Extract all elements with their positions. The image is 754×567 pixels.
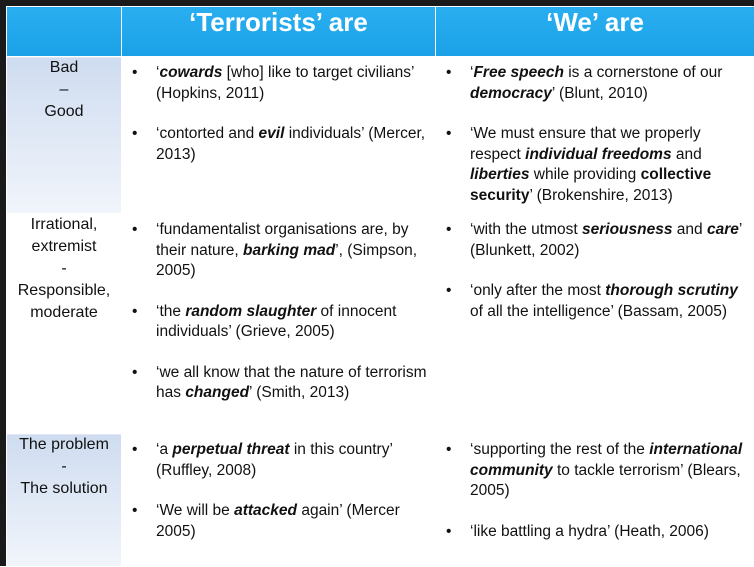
emphasis-text: seriousness bbox=[582, 221, 672, 238]
quote-list bbox=[122, 214, 435, 404]
emphasis-text: thorough scrutiny bbox=[605, 282, 738, 299]
plain-text: ‘we all know that the nature of terrorism has bbox=[156, 364, 427, 402]
plain-text: ’ (Blunt, 2010) bbox=[552, 85, 648, 102]
bullet-icon: • bbox=[132, 501, 152, 522]
bold-text: collective security bbox=[470, 166, 711, 204]
plain-text: is a cornerstone of our bbox=[564, 64, 723, 81]
bullet-icon: • bbox=[446, 440, 466, 461]
plain-text: of all the intelligence’ (Bassam, 2005) bbox=[470, 303, 727, 320]
quote-text bbox=[470, 282, 738, 320]
bullet-icon: • bbox=[132, 302, 152, 323]
emphasis-text: evil bbox=[259, 125, 285, 142]
header-row bbox=[7, 7, 754, 57]
quote-item bbox=[446, 124, 748, 206]
row-label-line: Responsible, bbox=[7, 280, 121, 302]
emphasis-text: random slaughter bbox=[185, 303, 316, 320]
quote-item bbox=[132, 302, 429, 343]
quote-list bbox=[122, 57, 435, 165]
quote-list bbox=[122, 434, 435, 542]
terrorists-quotes-cell bbox=[122, 214, 436, 434]
emphasis-text: care bbox=[707, 221, 739, 238]
quote-text bbox=[470, 441, 742, 499]
quote-text bbox=[470, 125, 711, 204]
table-row bbox=[7, 57, 754, 214]
plain-text: and bbox=[672, 146, 702, 163]
quote-text bbox=[156, 64, 414, 102]
plain-text: ‘with the utmost bbox=[470, 221, 582, 238]
quote-text bbox=[156, 502, 400, 540]
bullet-icon: • bbox=[446, 522, 466, 543]
plain-text: ‘the bbox=[156, 303, 185, 320]
quote-item bbox=[132, 220, 429, 282]
row-label bbox=[7, 214, 122, 434]
plain-text: ‘supporting the rest of the bbox=[470, 441, 649, 458]
plain-text: ‘We must ensure that we properly respect bbox=[470, 125, 701, 163]
quote-item bbox=[132, 124, 429, 165]
plain-text: ‘fundamentalist organisations are, by their nature, bbox=[156, 221, 408, 259]
row-label-line: Good bbox=[7, 101, 121, 123]
row-label-line: moderate bbox=[7, 302, 121, 324]
we-quotes-cell bbox=[436, 57, 754, 214]
quote-item bbox=[132, 501, 429, 542]
row-label-line: The problem bbox=[7, 434, 121, 456]
quote-item bbox=[446, 440, 748, 502]
plain-text: ‘contorted and bbox=[156, 125, 259, 142]
plain-text: while providing bbox=[529, 166, 640, 183]
quote-text bbox=[156, 303, 396, 341]
quote-text bbox=[470, 64, 722, 102]
plain-text: ‘a bbox=[156, 441, 172, 458]
plain-text: and bbox=[672, 221, 706, 238]
quote-text bbox=[156, 125, 425, 163]
plain-text: individuals’ (Mercer, 2013) bbox=[156, 125, 425, 163]
emphasis-text: democracy bbox=[470, 85, 552, 102]
comparison-table bbox=[6, 6, 754, 567]
quote-text bbox=[156, 221, 417, 279]
terrorists-quotes-cell bbox=[122, 57, 436, 214]
plain-text: ’ (Brokenshire, 2013) bbox=[529, 187, 672, 204]
bullet-icon: • bbox=[446, 124, 466, 145]
quote-text bbox=[470, 523, 709, 540]
plain-text: [who] like to target civilians’ (Hopkins, 2011) bbox=[156, 64, 414, 102]
bullet-icon: • bbox=[132, 440, 152, 461]
plain-text: ’ (Blunkett, 2002) bbox=[470, 221, 742, 259]
plain-text: ’, (Simpson, 2005) bbox=[156, 242, 417, 280]
plain-text: ‘like battling a hydra’ (Heath, 2006) bbox=[470, 523, 709, 540]
header-terrorists: ‘Terrorists’ are bbox=[122, 7, 436, 57]
quote-item bbox=[446, 220, 748, 261]
emphasis-text: Free speech bbox=[473, 64, 563, 81]
quote-item bbox=[446, 281, 748, 322]
we-quotes-cell bbox=[436, 214, 754, 434]
emphasis-text: changed bbox=[185, 384, 249, 401]
bullet-icon: • bbox=[446, 63, 466, 84]
plain-text: to tackle terrorism’ (Blears, 2005) bbox=[470, 462, 741, 500]
header-cell-blank bbox=[7, 7, 122, 57]
emphasis-text: attacked bbox=[234, 502, 297, 519]
row-label-line: - bbox=[7, 258, 121, 280]
plain-text: ‘ bbox=[156, 64, 159, 81]
plain-text: ’ (Smith, 2013) bbox=[249, 384, 349, 401]
quote-text bbox=[470, 221, 742, 259]
row-label bbox=[7, 57, 122, 214]
emphasis-text: cowards bbox=[159, 64, 222, 81]
quote-list bbox=[436, 434, 754, 542]
quote-item bbox=[446, 63, 748, 104]
plain-text: in this country’ (Ruffley, 2008) bbox=[156, 441, 392, 479]
emphasis-text: perpetual threat bbox=[172, 441, 289, 458]
header-we: ‘We’ are bbox=[436, 7, 754, 57]
bullet-icon: • bbox=[446, 220, 466, 241]
emphasis-text: barking mad bbox=[243, 242, 335, 259]
bullet-icon: • bbox=[132, 63, 152, 84]
quote-item bbox=[132, 440, 429, 481]
bullet-icon: • bbox=[132, 220, 152, 241]
bullet-icon: • bbox=[132, 363, 152, 384]
emphasis-text: liberties bbox=[470, 166, 529, 183]
plain-text: ‘ bbox=[470, 64, 473, 81]
row-label-line: extremist bbox=[7, 236, 121, 258]
emphasis-text: individual freedoms bbox=[525, 146, 671, 163]
quote-text bbox=[156, 441, 392, 479]
row-label-line: - bbox=[7, 456, 121, 478]
bullet-icon: • bbox=[132, 124, 152, 145]
quote-item bbox=[132, 63, 429, 104]
row-label bbox=[7, 434, 122, 567]
terrorists-quotes-cell bbox=[122, 434, 436, 567]
quote-list bbox=[436, 214, 754, 322]
plain-text: of innocent individuals’ (Grieve, 2005) bbox=[156, 303, 396, 341]
row-label-line: – bbox=[7, 79, 121, 101]
emphasis-text: international community bbox=[470, 441, 742, 479]
row-label-line: Irrational, bbox=[7, 214, 121, 236]
table-row bbox=[7, 434, 754, 567]
quote-item bbox=[446, 522, 748, 543]
quote-text bbox=[156, 364, 427, 402]
plain-text: again’ (Mercer 2005) bbox=[156, 502, 400, 540]
we-quotes-cell bbox=[436, 434, 754, 567]
row-label-line: Bad bbox=[7, 57, 121, 79]
plain-text: ‘We will be bbox=[156, 502, 234, 519]
bullet-icon: • bbox=[446, 281, 466, 302]
plain-text: ‘only after the most bbox=[470, 282, 605, 299]
row-label-line: The solution bbox=[7, 478, 121, 500]
table-row bbox=[7, 214, 754, 434]
quote-list bbox=[436, 57, 754, 206]
quote-item bbox=[132, 363, 429, 404]
